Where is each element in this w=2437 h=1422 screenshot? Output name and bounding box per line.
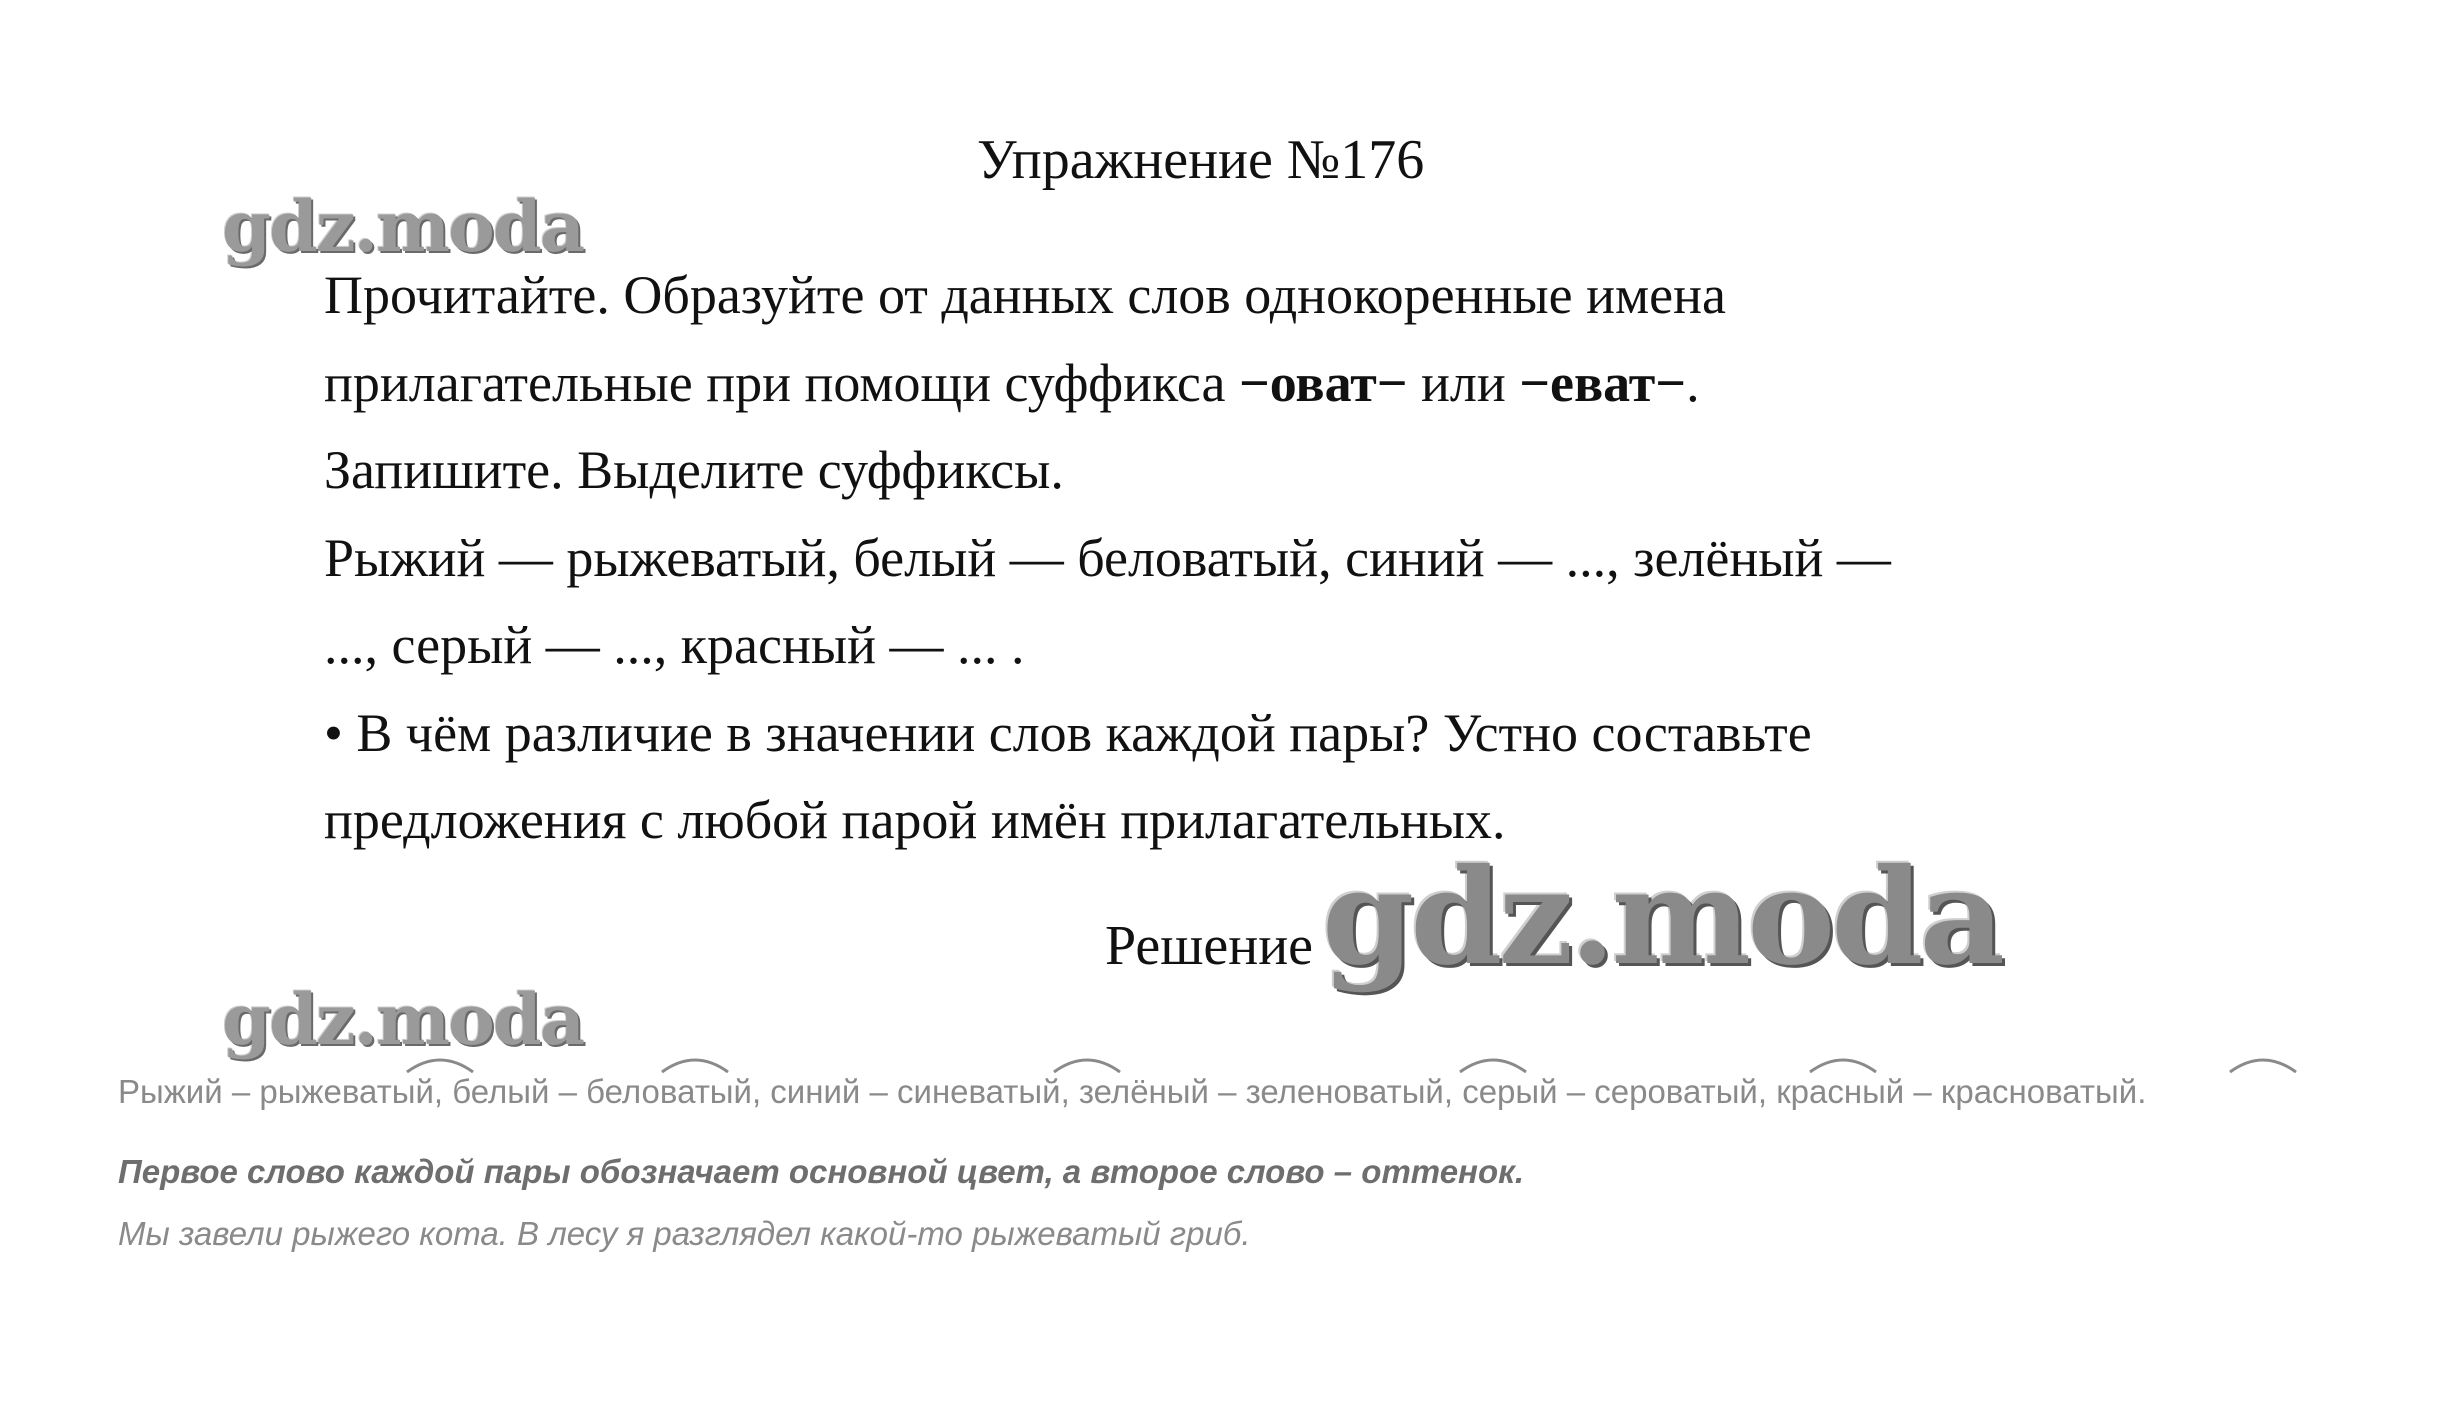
task-text-fragment: или — [1407, 352, 1520, 413]
task-line: • В чём различие в значении слов каждой пары? Устно составьте — [324, 702, 1812, 763]
task-text — [324, 252, 2224, 865]
task-line: Запишите. Выделите суффиксы. — [324, 440, 1064, 500]
task-text-fragment: прилагательные при помощи суффикса — [324, 352, 1239, 413]
watermark-logo: gdz.moda — [222, 185, 584, 268]
suffix-ovat: −оват− — [1239, 352, 1408, 413]
task-line: предложения с любой парой имён прилагательных. — [324, 790, 1506, 850]
task-text-fragment: . — [1686, 352, 1700, 413]
task-line: Рыжий — рыжеватый, белый — беловатый, синий — ..., зелёный — — [324, 527, 1891, 588]
suffix-evat: −еват− — [1519, 352, 1687, 413]
exercise-title: Упражнение №176 — [977, 129, 1425, 191]
task-line: ..., серый — ..., красный — ... . — [324, 615, 1025, 675]
watermark-logo-large: gdz.moda — [1322, 840, 2002, 995]
task-line — [324, 340, 2224, 428]
solution-label: Решение — [1105, 915, 1314, 977]
answer-example-sentences: Мы завели рыжего кота. В лесу я разглядел какой-то рыжеватый гриб. — [118, 1215, 1251, 1252]
task-line: Прочитайте. Образуйте от данных слов однокоренные имена — [324, 265, 1726, 325]
answer-word-pairs: Рыжий – рыжеватый, белый – беловатый, синий – синеватый, зелёный – зеленоватый, серый – сероватый, красный – красноватый. — [118, 1073, 2147, 1110]
watermark-logo: gdz.moda — [222, 978, 584, 1061]
answer-explanation: Первое слово каждой пары обозначает основной цвет, а второе слово – оттенок. — [118, 1153, 1525, 1190]
